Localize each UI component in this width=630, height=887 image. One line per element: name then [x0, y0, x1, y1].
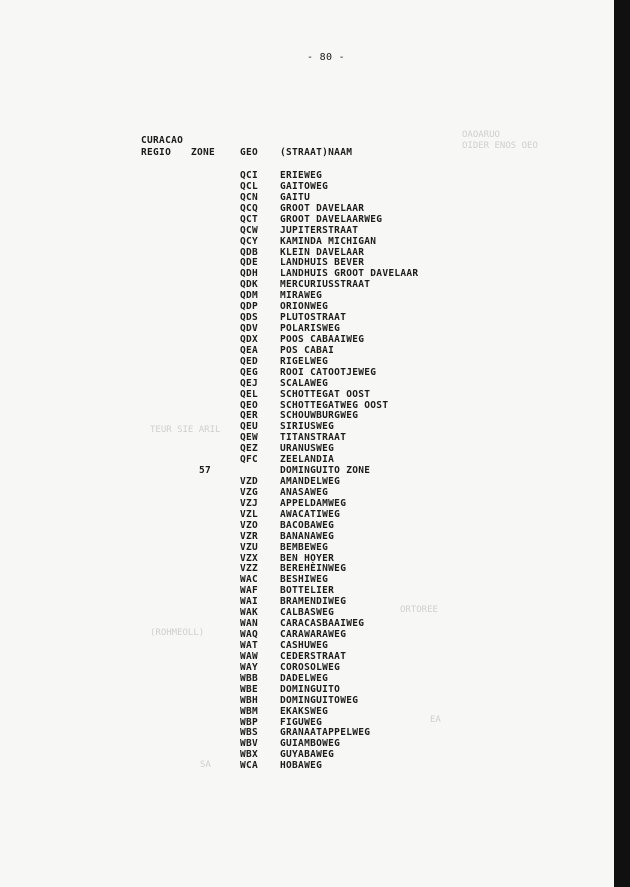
table-row — [0, 181, 614, 192]
geo-code: QEO — [240, 399, 259, 411]
table-row — [0, 236, 614, 247]
geo-code: QDP — [240, 301, 259, 313]
table-row — [0, 257, 614, 268]
table-row — [0, 214, 614, 225]
street-name: GROOT DAVELAARWEG — [280, 213, 383, 225]
street-name: MIRAWEG — [280, 290, 323, 302]
geo-code: VZD — [240, 476, 259, 488]
geo-code: WBB — [240, 672, 259, 684]
table-row — [0, 662, 614, 673]
table-row — [0, 553, 614, 564]
bleed-through-text: (ROHMEOLL) — [150, 628, 205, 638]
street-name: SCHOUWBURGWEG — [280, 410, 359, 422]
street-name: LANDHUIS GROOT DAVELAAR — [280, 268, 419, 280]
table-row — [0, 738, 614, 749]
bleed-through-text: EA — [430, 715, 441, 725]
table-row — [0, 367, 614, 378]
geo-code: VZG — [240, 486, 259, 498]
geo-code: QEL — [240, 388, 259, 400]
table-row — [0, 498, 614, 509]
table-row — [0, 749, 614, 760]
table-row — [0, 596, 614, 607]
table-row — [0, 509, 614, 520]
geo-code: WBX — [240, 749, 259, 761]
table-row — [0, 640, 614, 651]
street-name: URANUSWEG — [280, 443, 335, 455]
table-row — [0, 454, 614, 465]
table-row — [0, 225, 614, 236]
street-name: BRAMENDIWEG — [280, 596, 347, 608]
table-row — [0, 487, 614, 498]
table-row — [0, 727, 614, 738]
street-name: GAITU — [280, 191, 311, 203]
street-name: BESHIWEG — [280, 574, 329, 586]
table-row — [0, 334, 614, 345]
street-name: DADELWEG — [280, 672, 329, 684]
geo-code: QED — [240, 355, 259, 367]
street-name: PLUTOSTRAAT — [280, 312, 347, 324]
geo-code: QCI — [240, 170, 259, 181]
geo-code: QCN — [240, 191, 259, 203]
table-row — [0, 607, 614, 618]
table-row — [0, 203, 614, 214]
street-name: BEMBEWEG — [280, 541, 329, 553]
street-name: SCHOTTEGAT OOST — [280, 388, 371, 400]
geo-code: QFC — [240, 454, 259, 466]
street-name: GAITOWEG — [280, 180, 329, 192]
street-name: BEREHÈINWEG — [280, 563, 347, 575]
street-name: POOS CABAAIWEG — [280, 333, 365, 345]
street-name: BOTTELIER — [280, 585, 335, 597]
geo-code: WAY — [240, 661, 259, 673]
street-name: COROSOLWEG — [280, 661, 341, 673]
location-heading: CURACAO — [141, 135, 184, 146]
table-row — [0, 301, 614, 312]
table-row — [0, 706, 614, 717]
table-row — [0, 695, 614, 706]
street-name: SCALAWEG — [280, 377, 329, 389]
geo-code: WBE — [240, 683, 259, 695]
geo-code: WAC — [240, 574, 259, 586]
table-row — [0, 421, 614, 432]
geo-code: QEW — [240, 432, 259, 444]
street-name: CARAWARAWEG — [280, 629, 347, 641]
table-row — [0, 170, 614, 181]
street-name: KLEIN DAVELAAR — [280, 246, 365, 258]
geo-code: QEU — [240, 421, 259, 433]
street-name: CASHUWEG — [280, 639, 329, 651]
street-name: ANASAWEG — [280, 486, 329, 498]
street-name: HOBAWEG — [280, 760, 323, 772]
street-name: DOMINGUITO ZONE — [280, 465, 371, 477]
geo-code: VZO — [240, 519, 259, 531]
geo-code: WAI — [240, 596, 259, 608]
geo-code: VZZ — [240, 563, 259, 575]
geo-code: WBS — [240, 727, 259, 739]
table-row — [0, 760, 614, 771]
street-name: KAMINDA MICHIGAN — [280, 235, 377, 247]
table-row — [0, 465, 614, 476]
table-row — [0, 684, 614, 695]
table-row — [0, 400, 614, 411]
geo-code: WAW — [240, 650, 259, 662]
geo-code: QEJ — [240, 377, 259, 389]
bleed-through-text: ORTOREE — [400, 605, 438, 615]
street-name: SIRIUSWEG — [280, 421, 335, 433]
street-name: DOMINGUITOWEG — [280, 694, 359, 706]
street-name: TITANSTRAAT — [280, 432, 347, 444]
bleed-through-text: OIDER ENOS OEO — [462, 141, 538, 151]
table-row — [0, 279, 614, 290]
street-name: CALBASWEG — [280, 607, 335, 619]
street-name: JUPITERSTRAAT — [280, 224, 359, 236]
table-row — [0, 290, 614, 301]
table-row — [0, 673, 614, 684]
table-row — [0, 443, 614, 454]
geo-code: WCA — [240, 760, 259, 772]
geo-code: QEG — [240, 366, 259, 378]
street-name: ORIONWEG — [280, 301, 329, 313]
geo-code: QCY — [240, 235, 259, 247]
table-row — [0, 585, 614, 596]
street-name: DOMINGUITO — [280, 683, 341, 695]
table-row — [0, 323, 614, 334]
table-row — [0, 432, 614, 443]
table-row — [0, 192, 614, 203]
column-header-naam: (STRAAT)NAAM — [280, 147, 353, 158]
geo-code: WBH — [240, 694, 259, 706]
street-name: MERCURIUSSTRAAT — [280, 279, 371, 291]
geo-code: VZX — [240, 552, 259, 564]
geo-code: WAN — [240, 618, 259, 630]
geo-code: VZJ — [240, 497, 259, 509]
geo-code: QDS — [240, 312, 259, 324]
geo-code: QDE — [240, 257, 259, 269]
geo-code: WAQ — [240, 629, 259, 641]
geo-code: QDB — [240, 246, 259, 258]
street-name: GUYABAWEG — [280, 749, 335, 761]
street-name: SCHOTTEGATWEG OOST — [280, 399, 389, 411]
table-row — [0, 312, 614, 323]
column-header-geo: GEO — [240, 147, 259, 158]
street-name: APPELDAMWEG — [280, 497, 347, 509]
geo-code: QCT — [240, 213, 259, 225]
column-header-zone: ZONE — [191, 147, 216, 158]
geo-code: QDX — [240, 333, 259, 345]
table-row — [0, 531, 614, 542]
scan-edge — [614, 0, 630, 887]
street-name: GUIAMBOWEG — [280, 738, 341, 750]
geo-code: QDM — [240, 290, 259, 302]
table-row — [0, 345, 614, 356]
table-row — [0, 356, 614, 367]
street-name: BEN HOYER — [280, 552, 335, 564]
street-name: AMANDELWEG — [280, 476, 341, 488]
zone-cell: 57 — [199, 465, 212, 477]
street-name: ROOI CATOOTJEWEG — [280, 366, 377, 378]
bleed-through-text: TEUR SIE ARIL — [150, 425, 221, 435]
geo-code: WAK — [240, 607, 259, 619]
column-header-regio: REGIO — [141, 147, 172, 158]
geo-code: QEA — [240, 344, 259, 356]
geo-code: VZR — [240, 530, 259, 542]
street-name: EKAKSWEG — [280, 705, 329, 717]
street-name: POS CABAI — [280, 344, 335, 356]
street-name: GROOT DAVELAAR — [280, 202, 365, 214]
table-row — [0, 410, 614, 421]
street-name: POLARISWEG — [280, 323, 341, 335]
table-row — [0, 574, 614, 585]
geo-code: QER — [240, 410, 259, 422]
street-name: RIGELWEG — [280, 355, 329, 367]
table-row — [0, 563, 614, 574]
bleed-through-text: OAOARUO — [462, 130, 500, 140]
street-name: FIGUWEG — [280, 716, 323, 728]
table-row — [0, 629, 614, 640]
table-row — [0, 268, 614, 279]
bleed-through-text: SA — [200, 760, 211, 770]
geo-code: WAF — [240, 585, 259, 597]
geo-code: QDH — [240, 268, 259, 280]
table-row — [0, 389, 614, 400]
table-row — [0, 717, 614, 728]
street-name: CARACASBAAIWEG — [280, 618, 365, 630]
geo-code: WBP — [240, 716, 259, 728]
geo-code: WBM — [240, 705, 259, 717]
table-row — [0, 476, 614, 487]
street-name: ERIEWEG — [280, 170, 323, 181]
geo-code: WBV — [240, 738, 259, 750]
street-name: AWACATIWEG — [280, 508, 341, 520]
geo-code: QDK — [240, 279, 259, 291]
geo-code: QCQ — [240, 202, 259, 214]
table-row — [0, 618, 614, 629]
street-name: GRANAATAPPELWEG — [280, 727, 371, 739]
table-row — [0, 520, 614, 531]
geo-code: VZU — [240, 541, 259, 553]
geo-code: QEZ — [240, 443, 259, 455]
table-row — [0, 542, 614, 553]
geo-code: WAT — [240, 639, 259, 651]
table-row — [0, 378, 614, 389]
geo-code: QCL — [240, 180, 259, 192]
table-row — [0, 247, 614, 258]
geo-code: QDV — [240, 323, 259, 335]
table-row — [0, 651, 614, 662]
geo-code: VZL — [240, 508, 259, 520]
street-name: BACOBAWEG — [280, 519, 335, 531]
street-name: BANANAWEG — [280, 530, 335, 542]
street-name: ZEELANDIA — [280, 454, 335, 466]
street-name: CEDERSTRAAT — [280, 650, 347, 662]
street-name: LANDHUIS BEVER — [280, 257, 365, 269]
geo-code: QCW — [240, 224, 259, 236]
page-number: - 80 - — [307, 52, 345, 63]
